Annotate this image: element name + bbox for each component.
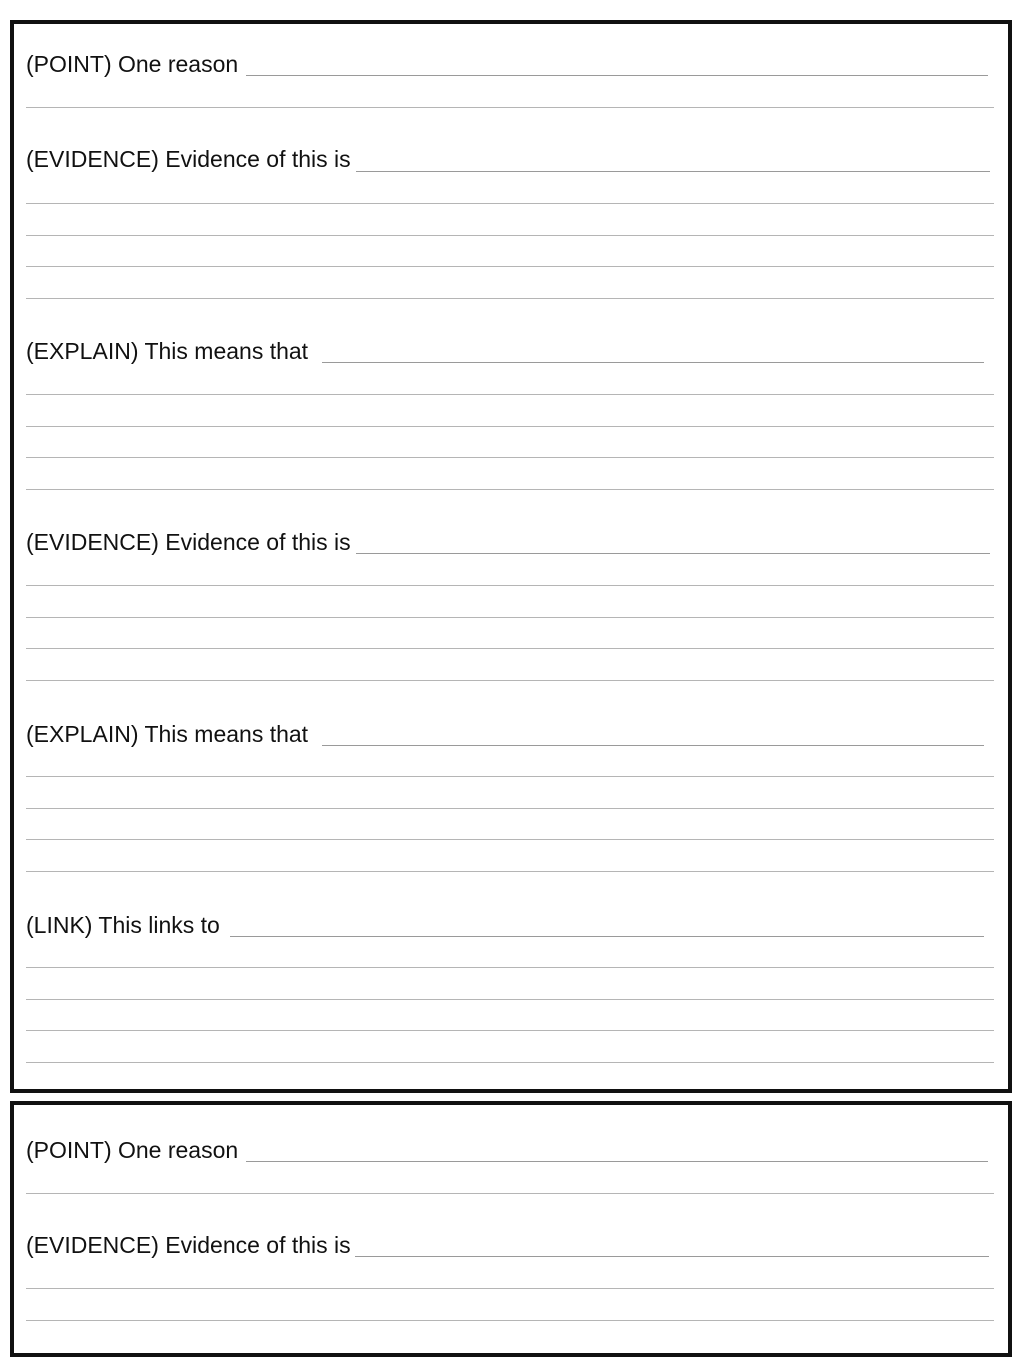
writing-line[interactable] [26, 235, 994, 236]
writing-line[interactable] [26, 617, 994, 618]
evidence-answer-line[interactable] [356, 171, 990, 172]
evidence-label: (EVIDENCE) Evidence of this is [26, 529, 351, 555]
point-label: (POINT) One reason [26, 1137, 239, 1163]
writing-line[interactable] [26, 457, 994, 458]
writing-line[interactable] [26, 266, 994, 267]
writing-line[interactable] [26, 648, 994, 649]
writing-line[interactable] [26, 1030, 994, 1031]
explain-answer-line[interactable] [322, 745, 984, 746]
evidence-label: (EVIDENCE) Evidence of this is [26, 146, 351, 172]
writing-line[interactable] [26, 489, 994, 490]
explain-label: (EXPLAIN) This means that [26, 338, 309, 364]
writing-line[interactable] [26, 426, 994, 427]
explain-label: (EXPLAIN) This means that [26, 721, 309, 747]
evidence-answer-line[interactable] [355, 1256, 989, 1257]
writing-line[interactable] [26, 808, 994, 809]
writing-line[interactable] [26, 776, 994, 777]
writing-line[interactable] [26, 967, 994, 968]
point-answer-line[interactable] [246, 1161, 988, 1162]
writing-line[interactable] [26, 394, 994, 395]
writing-line[interactable] [26, 1193, 994, 1194]
link-answer-line[interactable] [230, 936, 984, 937]
writing-line[interactable] [26, 107, 994, 108]
writing-line[interactable] [26, 203, 994, 204]
writing-line[interactable] [26, 871, 994, 872]
evidence-answer-line[interactable] [356, 553, 990, 554]
writing-line[interactable] [26, 839, 994, 840]
writing-line[interactable] [26, 1062, 994, 1063]
explain-answer-line[interactable] [322, 362, 984, 363]
point-label: (POINT) One reason [26, 51, 239, 77]
writing-line[interactable] [26, 298, 994, 299]
point-answer-line[interactable] [246, 75, 988, 76]
writing-line[interactable] [26, 1288, 994, 1289]
writing-line[interactable] [26, 680, 994, 681]
writing-line[interactable] [26, 1320, 994, 1321]
writing-line[interactable] [26, 999, 994, 1000]
evidence-label: (EVIDENCE) Evidence of this is [26, 1232, 351, 1258]
link-label: (LINK) This links to [26, 912, 220, 938]
writing-line[interactable] [26, 585, 994, 586]
